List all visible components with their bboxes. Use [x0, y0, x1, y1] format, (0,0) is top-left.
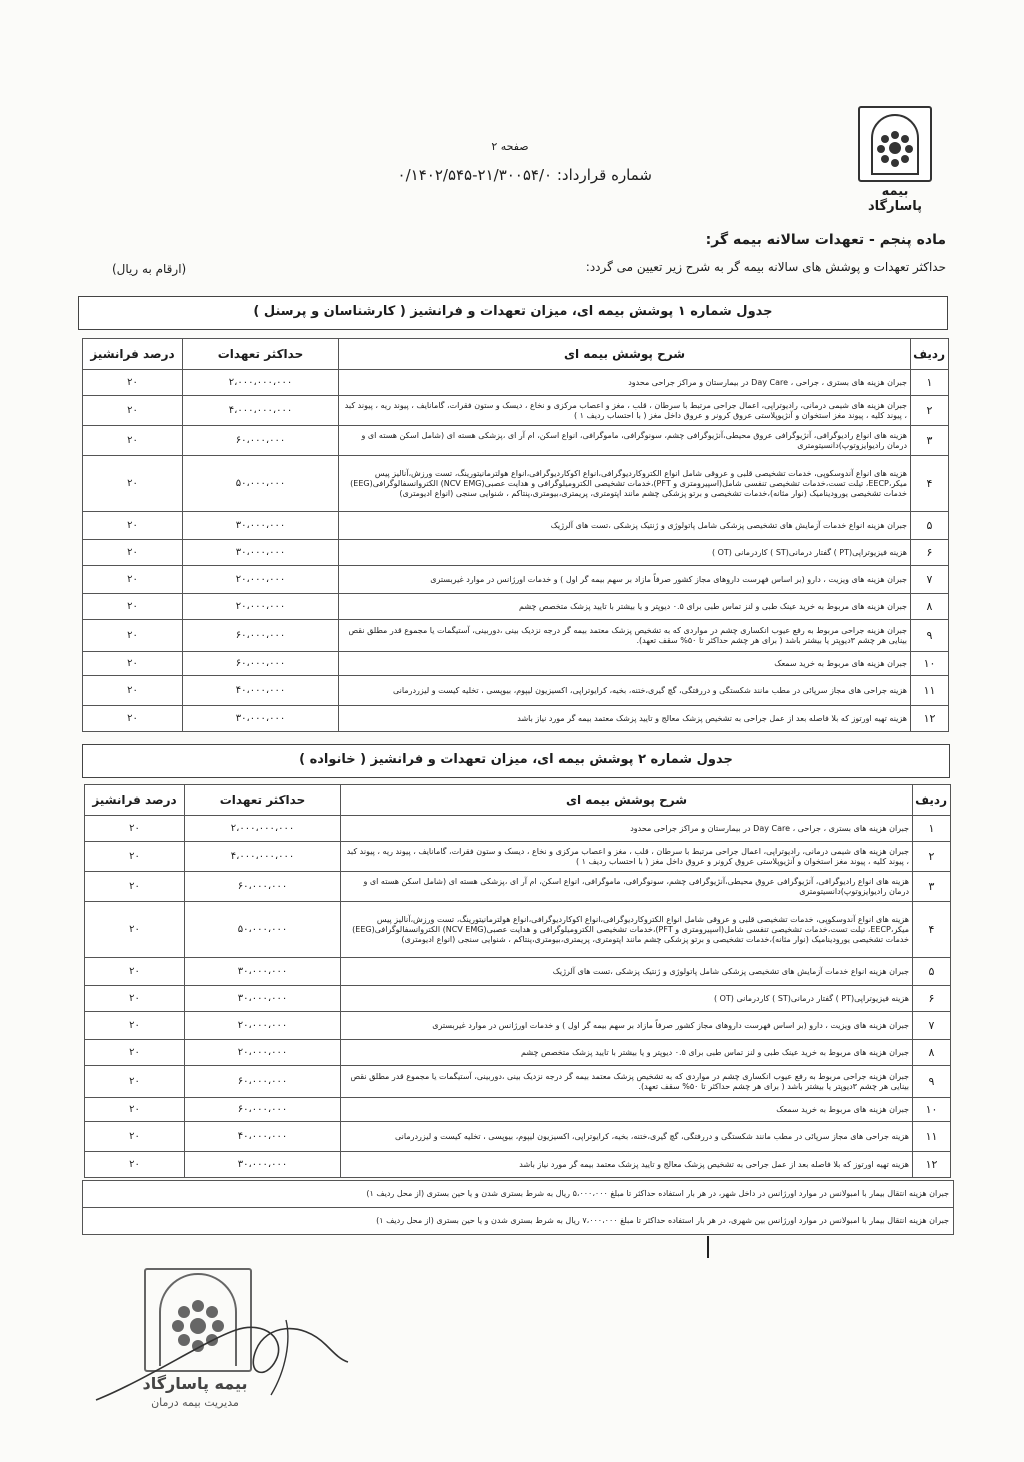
- row-number: ۹: [911, 620, 949, 652]
- row-number: ۶: [913, 986, 951, 1012]
- logo-emblem-icon: [858, 106, 932, 182]
- coverage-description: جبران هزینه های شیمی درمانی، رادیوتراپی، اعمال جراحی مرتبط با سرطان ، قلب ، مغز و اعصاب مرکزی و نخاع ، دیسک و ستون فقرات، گامانایف ، پیوند ریه ، پیوند کبد ، پیوند کلیه ، پیوند مغز استخوان و آنژیوپلاستی عروق کرونر و عروق داخل مغز ( با احتساب ردیف ۱ ): [341, 842, 913, 872]
- stamp-company-name: بیمه پاسارگاد: [142, 1374, 248, 1393]
- table1-caption: جدول شماره ۱ پوشش بیمه ای، میزان تعهدات و فرانشیز ( کارشناسان و پرسنل ): [78, 296, 948, 330]
- row-number: ۴: [913, 902, 951, 958]
- row-number: ۱۱: [911, 676, 949, 706]
- coverage-description: هزینه تهیه اورتوز که بلا فاصله بعد از عمل جراحی به تشخیص پزشک معالج و تایید پزشک معتمد بیمه گر مورد نیاز باشد: [339, 706, 911, 732]
- contract-label: شماره قرارداد:: [556, 166, 652, 184]
- max-commitment: ۴،۰۰۰،۰۰۰،۰۰۰: [183, 396, 339, 426]
- max-commitment: ۴،۰۰۰،۰۰۰،۰۰۰: [185, 842, 341, 872]
- contract-number: ۲۱/۳۰۰۵۴/۰-۰/۱۴۰۲/۵۴۵: [397, 166, 553, 184]
- max-commitment: ۳۰،۰۰۰،۰۰۰: [185, 1152, 341, 1178]
- coverage-description: جبران هزینه های بستری ، جراحی ، Day Care در بیمارستان و مراکز جراحی محدود: [339, 370, 911, 396]
- coverage-description: هزینه های انواع رادیوگرافی، آنژیوگرافی عروق محیطی،آنژیوگرافی چشم، سونوگرافی، ماموگرافی، انواع اسکن، ام آر ای ،پزشکی هسته ای (شامل اسکن هسته ای و درمان رادیوایزوتوپ)دانسیتومتری: [341, 872, 913, 902]
- max-commitment: ۳۰،۰۰۰،۰۰۰: [185, 958, 341, 986]
- deductible-percent: ۲۰: [85, 958, 185, 986]
- col-header-row: ردیف: [913, 785, 951, 816]
- max-commitment: ۲۰،۰۰۰،۰۰۰: [185, 1012, 341, 1040]
- max-commitment: ۳۰،۰۰۰،۰۰۰: [183, 540, 339, 566]
- row-number: ۱۰: [913, 1098, 951, 1122]
- coverage-description: هزینه تهیه اورتوز که بلا فاصله بعد از عمل جراحی به تشخیص پزشک معالج و تایید پزشک معتمد بیمه گر مورد نیاز باشد: [341, 1152, 913, 1178]
- max-commitment: ۴۰،۰۰۰،۰۰۰: [185, 1122, 341, 1152]
- coverage-description: جبران هزینه انواع خدمات آزمایش های تشخیصی پزشکی شامل پاتولوژی و ژنتیک پزشکی ،تست های آلرژیک: [339, 512, 911, 540]
- deductible-percent: ۲۰: [85, 902, 185, 958]
- row-number: ۲: [911, 396, 949, 426]
- deductible-percent: ۲۰: [83, 676, 183, 706]
- table-row: [85, 902, 951, 958]
- coverage-description: جبران هزینه های بستری ، جراحی ، Day Care در بیمارستان و مراکز جراحی محدود: [341, 816, 913, 842]
- row-number: ۷: [913, 1012, 951, 1040]
- coverage-description: جبران هزینه های شیمی درمانی، رادیوتراپی، اعمال جراحی مرتبط با سرطان ، قلب ، مغز و اعصاب مرکزی و نخاع ، دیسک و ستون فقرات، گامانایف ، پیوند ریه ، پیوند کبد ، پیوند کلیه ، پیوند مغز استخوان و آنژیوپلاستی عروق کرونر و عروق داخل مغز ( با احتساب ردیف ۱ ): [339, 396, 911, 426]
- max-commitment: ۶۰،۰۰۰،۰۰۰: [183, 426, 339, 456]
- max-commitment: ۶۰،۰۰۰،۰۰۰: [185, 1066, 341, 1098]
- coverage-description: جبران هزینه های مربوط به خرید عینک طبی و لنز تماس طبی برای ۰.۵ دیوپتر و یا بیشتر با تایید پزشک متخصص چشم: [341, 1040, 913, 1066]
- note-ambulance-intracity: جبران هزینه انتقال بیمار با امبولانس در موارد اورژانس در داخل شهر، در هر بار استفاده حداکثر تا مبلغ ۵،۰۰۰،۰۰۰ ریال به شرط بستری شدن و یا حین بستری (از محل ردیف ۱): [83, 1181, 953, 1208]
- deductible-percent: ۲۰: [83, 456, 183, 512]
- col-header-row: ردیف: [911, 339, 949, 370]
- deductible-percent: ۲۰: [83, 566, 183, 594]
- deductible-percent: ۲۰: [85, 1012, 185, 1040]
- coverage-description: جبران هزینه انواع خدمات آزمایش های تشخیصی پزشکی شامل پاتولوژی و ژنتیک پزشکی ،تست های آلرژیک: [341, 958, 913, 986]
- table-row: [85, 1066, 951, 1098]
- deductible-percent: ۲۰: [83, 512, 183, 540]
- col-header-pct: درصد فرانشیز: [83, 339, 183, 370]
- max-commitment: ۲،۰۰۰،۰۰۰،۰۰۰: [183, 370, 339, 396]
- deductible-percent: ۲۰: [85, 1066, 185, 1098]
- deductible-percent: ۲۰: [85, 1040, 185, 1066]
- table-row: [85, 1040, 951, 1066]
- table-row: [83, 396, 949, 426]
- max-commitment: ۵۰،۰۰۰،۰۰۰: [183, 456, 339, 512]
- deductible-percent: ۲۰: [83, 540, 183, 566]
- row-number: ۸: [911, 594, 949, 620]
- table-row: [83, 594, 949, 620]
- table-row: [83, 652, 949, 676]
- table-row: [85, 1012, 951, 1040]
- contract-number-line: [370, 166, 652, 184]
- table-row: [85, 1122, 951, 1152]
- table-row: [83, 566, 949, 594]
- ambulance-notes: [82, 1180, 954, 1235]
- deductible-percent: ۲۰: [85, 872, 185, 902]
- row-number: ۳: [913, 872, 951, 902]
- table-row: [85, 986, 951, 1012]
- row-number: ۴: [911, 456, 949, 512]
- coverage-table-staff: [82, 338, 949, 732]
- currency-note: (ارقام به ریال): [112, 262, 187, 276]
- coverage-description: هزینه های انواع آندوسکوپی، خدمات تشخیصی قلبی و عروقی شامل انواع الکتروکاردیوگرافی،انواع اکوکاردیوگرافی،انواع هولترمانیتورینگ، تست ورزش،آنالیز پیس میکر،EECP، تیلت تست،خدمات تشخیصی تنفسی شامل(اسپیرومتری و PFT)،خدمات تشخیصی الکترومیلوگرافی و هدایت عصبی(NCV EMG) الکتروانسفالوگرافی(EEG) خدمات تشخیصی یورودینامیک (نوار مثانه)،خدمات تشخیصی و برتو پزشکی چشم مانند اپتومتری، پریمتری،بیومتری،پنتاکم ، شنوایی سنجی (انواع ادیومتری): [341, 902, 913, 958]
- deductible-percent: ۲۰: [83, 396, 183, 426]
- table-row: [85, 842, 951, 872]
- max-commitment: ۶۰،۰۰۰،۰۰۰: [185, 1098, 341, 1122]
- deductible-percent: ۲۰: [83, 620, 183, 652]
- coverage-description: جبران هزینه های مربوط به خرید عینک طبی و لنز تماس طبی برای ۰.۵ دیوپتر و یا بیشتر با تایید پزشک متخصص چشم: [339, 594, 911, 620]
- max-commitment: ۳۰،۰۰۰،۰۰۰: [185, 986, 341, 1012]
- pen-mark: [707, 1236, 709, 1258]
- table-row: [85, 872, 951, 902]
- deductible-percent: ۲۰: [85, 842, 185, 872]
- article-title: ماده پنجم - تعهدات سالانه بیمه گر:: [705, 232, 946, 248]
- table-row: [83, 512, 949, 540]
- col-header-max: حداکثر تعهدات: [185, 785, 341, 816]
- col-header-max: حداکثر تعهدات: [183, 339, 339, 370]
- max-commitment: ۵۰،۰۰۰،۰۰۰: [185, 902, 341, 958]
- deductible-percent: ۲۰: [83, 594, 183, 620]
- coverage-description: هزینه فیزیوتراپی(PT ) گفتار درمانی(ST ) کاردرمانی (OT ): [339, 540, 911, 566]
- deductible-percent: ۲۰: [83, 370, 183, 396]
- table-row: [83, 540, 949, 566]
- row-number: ۷: [911, 566, 949, 594]
- coverage-description: هزینه جراحی های مجاز سرپائی در مطب مانند شکستگی و دررفتگی، گچ گیری،ختنه، بخیه، کرایوتراپی، اکسیزیون لیپوم، بیوپسی ، تخلیه کیست و لیزردرمانی: [339, 676, 911, 706]
- row-number: ۳: [911, 426, 949, 456]
- table-row: [85, 816, 951, 842]
- deductible-percent: ۲۰: [85, 816, 185, 842]
- row-number: ۶: [911, 540, 949, 566]
- col-header-desc: شرح پوشش بیمه ای: [339, 339, 911, 370]
- deductible-percent: ۲۰: [85, 1152, 185, 1178]
- deductible-percent: ۲۰: [85, 1098, 185, 1122]
- deductible-percent: ۲۰: [83, 426, 183, 456]
- coverage-description: هزینه فیزیوتراپی(PT ) گفتار درمانی(ST ) کاردرمانی (OT ): [341, 986, 913, 1012]
- max-commitment: ۲۰،۰۰۰،۰۰۰: [185, 1040, 341, 1066]
- max-commitment: ۲،۰۰۰،۰۰۰،۰۰۰: [185, 816, 341, 842]
- handwritten-signature: [86, 1300, 356, 1410]
- stamp-department: مدیریت بیمه درمان: [151, 1396, 239, 1409]
- row-number: ۸: [913, 1040, 951, 1066]
- deductible-percent: ۲۰: [83, 652, 183, 676]
- row-number: ۱: [911, 370, 949, 396]
- table-row: [85, 1098, 951, 1122]
- max-commitment: ۳۰،۰۰۰،۰۰۰: [183, 512, 339, 540]
- coverage-description: جبران هزینه جراحی مربوط به رفع عیوب انکساری چشم در مواردی که به تشخیص پزشک معتمد بیمه گر درجه نزدیک بینی ،دوربینی، آستیگمات یا مجموع قدر مطلق نقص بینایی هر چشم ۳دیوپتر یا بیشتر باشد ( برای هر چشم حداکثر تا ۵۰% سقف تعهد).: [341, 1066, 913, 1098]
- coverage-description: هزینه های انواع آندوسکوپی، خدمات تشخیصی قلبی و عروقی شامل انواع الکتروکاردیوگرافی،انواع اکوکاردیوگرافی،انواع هولترمانیتورینگ، تست ورزش،آنالیز پیس میکر،EECP، تیلت تست،خدمات تشخیصی تنفسی شامل(اسپیرومتری و PFT)،خدمات تشخیصی الکترومیلوگرافی و هدایت عصبی(NCV EMG) الکتروانسفالوگرافی(EEG) خدمات تشخیصی یورودینامیک (نوار مثانه)،خدمات تشخیصی و برتو پزشکی چشم مانند اپتومتری، پریمتری،بیومتری،پنتاکم ، شنوایی سنجی (انواع ادیومتری): [339, 456, 911, 512]
- table-row: [85, 958, 951, 986]
- company-logo: [858, 106, 932, 214]
- note-ambulance-intercity: جبران هزینه انتقال بیمار با امبولانس در موارد اورژانس بین شهری، در هر بار استفاده حداکثر تا مبلغ ۷،۰۰۰،۰۰۰ ریال به شرط بستری شدن و یا حین بستری (از محل ردیف ۱): [376, 1216, 949, 1225]
- coverage-description: جبران هزینه های ویزیت ، دارو (بر اساس فهرست داروهای مجاز کشور صرفاً مازاد بر سهم بیمه گر اول ) و خدمات اورژانس در موارد غیربستری: [341, 1012, 913, 1040]
- table-row: [83, 676, 949, 706]
- table-row: [83, 456, 949, 512]
- max-commitment: ۶۰،۰۰۰،۰۰۰: [183, 620, 339, 652]
- coverage-description: هزینه جراحی های مجاز سرپائی در مطب مانند شکستگی و دررفتگی، گچ گیری،ختنه، بخیه، کرایوتراپی، اکسیزیون لیپوم، بیوپسی ، تخلیه کیست و لیزردرمانی: [341, 1122, 913, 1152]
- col-header-desc: شرح پوشش بیمه ای: [341, 785, 913, 816]
- col-header-pct: درصد فرانشیز: [85, 785, 185, 816]
- table-row: [83, 426, 949, 456]
- logo-name: بیمه پاسارگاد: [867, 184, 923, 214]
- table2-caption: جدول شماره ۲ پوشش بیمه ای، میزان تعهدات و فرانشیز ( خانواده ): [82, 744, 950, 778]
- coverage-description: جبران هزینه جراحی مربوط به رفع عیوب انکساری چشم در مواردی که به تشخیص پزشک معتمد بیمه گر درجه نزدیک بینی ،دوربینی، آستیگمات یا مجموع قدر مطلق نقص بینایی هر چشم ۳دیوپتر یا بیشتر باشد ( برای هر چشم حداکثر تا ۵۰% سقف تعهد).: [339, 620, 911, 652]
- article-intro: حداکثر تعهدات و پوشش های سالانه بیمه گر به شرح زیر تعیین می گردد:: [585, 260, 946, 274]
- row-number: ۱۰: [911, 652, 949, 676]
- row-number: ۲: [913, 842, 951, 872]
- row-number: ۱۲: [913, 1152, 951, 1178]
- row-number: ۱۱: [913, 1122, 951, 1152]
- table-row: [85, 1152, 951, 1178]
- table-row: [83, 370, 949, 396]
- max-commitment: ۶۰،۰۰۰،۰۰۰: [183, 652, 339, 676]
- coverage-description: جبران هزینه های مربوط به خرید سمعک: [341, 1098, 913, 1122]
- deductible-percent: ۲۰: [83, 706, 183, 732]
- coverage-description: جبران هزینه های مربوط به خرید سمعک: [339, 652, 911, 676]
- row-number: ۵: [913, 958, 951, 986]
- max-commitment: ۴۰،۰۰۰،۰۰۰: [183, 676, 339, 706]
- deductible-percent: ۲۰: [85, 1122, 185, 1152]
- row-number: ۵: [911, 512, 949, 540]
- table-row: [83, 706, 949, 732]
- row-number: ۱: [913, 816, 951, 842]
- max-commitment: ۳۰،۰۰۰،۰۰۰: [183, 706, 339, 732]
- page-number: صفحه ۲: [491, 140, 529, 153]
- table-row: [83, 620, 949, 652]
- coverage-description: هزینه های انواع رادیوگرافی، آنژیوگرافی عروق محیطی،آنژیوگرافی چشم، سونوگرافی، ماموگرافی، انواع اسکن، ام آر ای ،پزشکی هسته ای (شامل اسکن هسته ای و درمان رادیوایزوتوپ)دانسیتومتری: [339, 426, 911, 456]
- deductible-percent: ۲۰: [85, 986, 185, 1012]
- row-number: ۹: [913, 1066, 951, 1098]
- coverage-table-family: [84, 784, 951, 1178]
- coverage-description: جبران هزینه های ویزیت ، دارو (بر اساس فهرست داروهای مجاز کشور صرفاً مازاد بر سهم بیمه گر اول ) و خدمات اورژانس در موارد غیربستری: [339, 566, 911, 594]
- row-number: ۱۲: [911, 706, 949, 732]
- max-commitment: ۲۰،۰۰۰،۰۰۰: [183, 566, 339, 594]
- max-commitment: ۶۰،۰۰۰،۰۰۰: [185, 872, 341, 902]
- max-commitment: ۲۰،۰۰۰،۰۰۰: [183, 594, 339, 620]
